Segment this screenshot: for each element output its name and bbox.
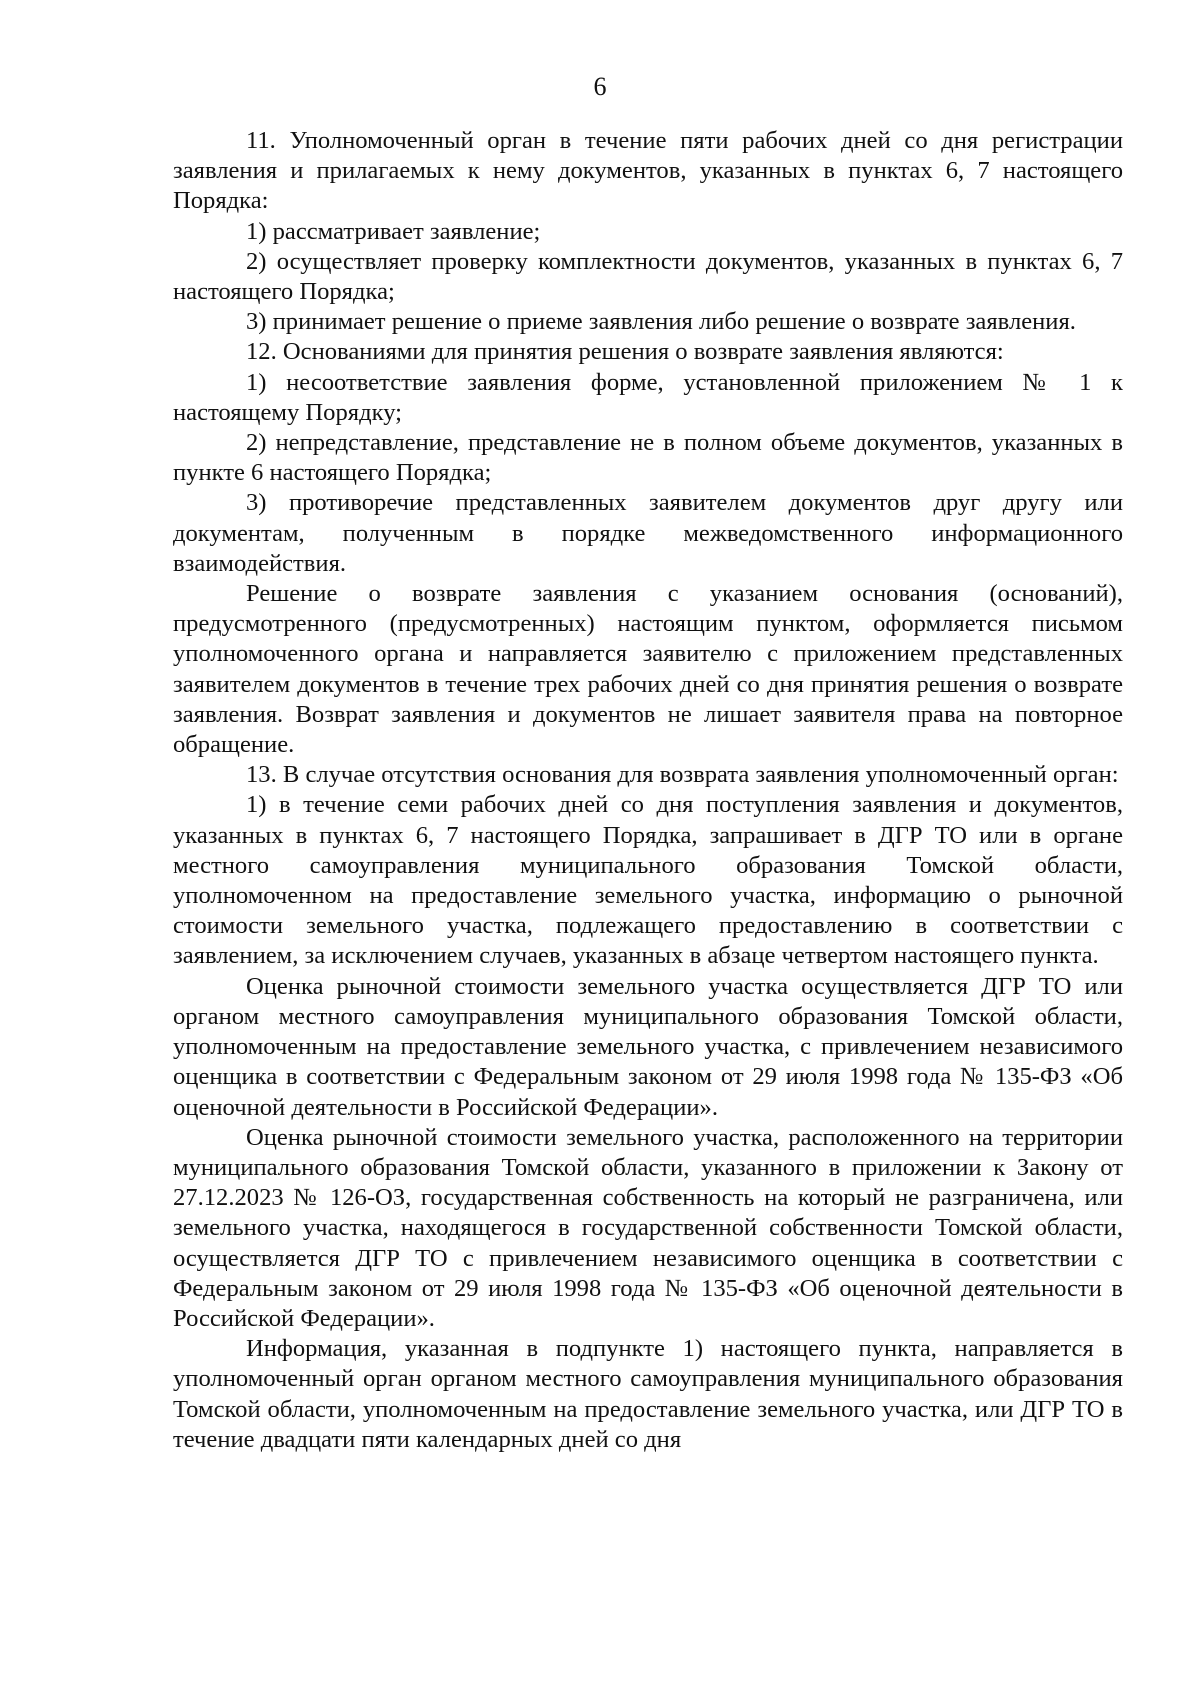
page-number: 6: [593, 72, 607, 101]
paragraph-11: 11. Уполномоченный орган в течение пяти рабочих дней со дня регистрации заявления и прилагаемых к нему документов, указанных в пунктах 6, 7 настоящего Порядка:: [173, 127, 1123, 215]
paragraph-13-valuation-state: Оценка рыночной стоимости земельного участка, расположенного на территории муниципального образования Томской области, указанного в приложении к Закону от 27.12.2023 № 126-ОЗ, государственная собственность на который не разграничена, или земельного участка, находящегося в государственной собственности Томской области, осуществляется ДГР ТО с привлечением независимого оценщика в соответствии с Федеральным законом от 29 июля 1998 года № 135-ФЗ «Об оценочной деятельности в Российской Федерации».: [173, 1123, 1123, 1332]
paragraph-13-item-1: 1) в течение семи рабочих дней со дня поступления заявления и документов, указанных в пунктах 6, 7 настоящего Порядка, запрашивает в ДГР ТО или в органе местного самоуправления муниципального образования Томской области, уполномоченном на предоставление земельного участка, информацию о рыночной стоимости земельного участка, подлежащего предоставлению в соответствии с заявлением, за исключением случаев, указанных в абзаце четвертом настоящего пункта.: [173, 791, 1123, 970]
paragraph-12: 12. Основаниями для принятия решения о возврате заявления являются:: [246, 338, 1004, 366]
paragraph-12-item-3: 3) противоречие представленных заявителем документов друг другу или документам, полученным в порядке межведомственного информационного взаимодействия.: [173, 489, 1123, 577]
paragraph-12-item-2: 2) непредставление, представление не в полном объеме документов, указанных в пункте 6 настоящего Порядка;: [173, 429, 1123, 487]
paragraph-12-item-1: 1) несоответствие заявления форме, установленной приложением № 1 к настоящему Порядку;: [173, 368, 1123, 426]
paragraph-12-decision: Решение о возврате заявления с указанием основания (оснований), предусмотренного (предусмотренных) настоящим пунктом, оформляется письмом уполномоченного органа и направляется заявителю с приложением представленных заявителем документов в течение трех рабочих дней со дня принятия решения о возврате заявления. Возврат заявления и документов не лишает заявителя права на повторное обращение.: [173, 580, 1123, 759]
paragraph-13-valuation: Оценка рыночной стоимости земельного участка осуществляется ДГР ТО или органом местного самоуправления муниципального образования Томской области, уполномоченным на предоставление земельного участка, с привлечением независимого оценщика в соответствии с Федеральным законом от 29 июля 1998 года № 135-ФЗ «Об оценочной деятельности в Российской Федерации».: [173, 972, 1123, 1121]
paragraph-13-information: Информация, указанная в подпункте 1) настоящего пункта, направляется в уполномоченный орган органом местного самоуправления муниципального образования Томской области, уполномоченным на предоставление земельного участка, или ДГР ТО в течение двадцати пяти календарных дней со дня: [173, 1335, 1123, 1453]
paragraph-11-item-2: 2) осуществляет проверку комплектности документов, указанных в пунктах 6, 7 настоящего Порядка;: [173, 247, 1123, 306]
paragraph-11-item-3: 3) принимает решение о приеме заявления либо решение о возврате заявления.: [246, 308, 1076, 336]
paragraph-11-item-1: 1) рассматривает заявление;: [246, 217, 541, 245]
document-body: [173, 126, 1123, 1455]
paragraph-13: 13. В случае отсутствия основания для возврата заявления уполномоченный орган:: [246, 761, 1119, 789]
